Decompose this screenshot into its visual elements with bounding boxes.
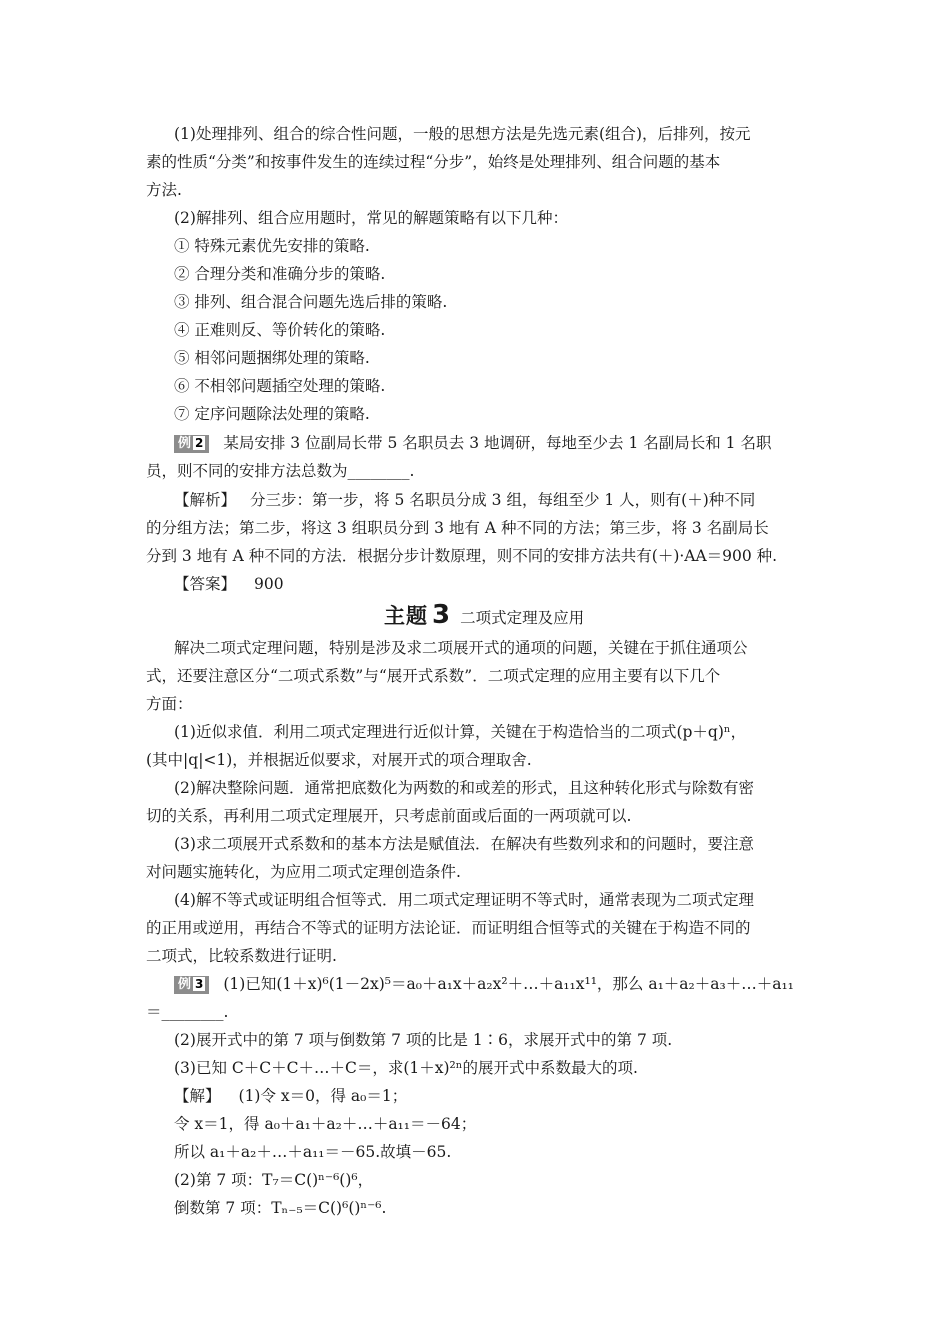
text-line: (3)求二项展开式系数和的基本方法是赋值法．在解决有些数列求和的问题时，要注意 [174, 835, 754, 853]
example-2-question-cont: 员，则不同的安排方法总数为________. [146, 462, 415, 480]
example-badge: 例 3 [174, 976, 209, 994]
strategy-item: ④ 正难则反、等价转化的策略. [174, 321, 386, 339]
example-3-question-cont: ＝________. [146, 1003, 229, 1021]
text-line: 素的性质“分类”和按事件发生的连续过程“分步”，始终是处理排列、组合问题的基本 [146, 153, 721, 171]
solution-line: 所以 a₁＋a₂＋…＋a₁₁＝－65.故填－65. [174, 1143, 452, 1161]
text-line: (1)近似求值．利用二项式定理进行近似计算，关键在于构造恰当的二项式(p＋q)ⁿ， [174, 723, 747, 741]
text-line: 对问题实施转化，为应用二项式定理创造条件. [146, 863, 461, 881]
solution-line: 令 x＝1，得 a₀＋a₁＋a₂＋…＋a₁₁＝－64； [174, 1115, 477, 1133]
analysis-label: 【解析】 [174, 491, 237, 509]
example-badge: 例 2 [174, 435, 209, 453]
strategy-item: ③ 排列、组合混合问题先选后排的策略. [174, 293, 448, 311]
solution-line: 倒数第 7 项：Tₙ₋₅＝C()⁶()ⁿ⁻⁶. [174, 1199, 387, 1217]
topic-heading: 主题 3 二项式定理及应用 [384, 600, 585, 630]
answer-line [174, 574, 284, 594]
text-line: 方面： [146, 695, 193, 713]
analysis-line: 【解析】 分三步：第一步，将 5 名职员分成 3 组，每组至少 1 人，则有(＋)种不同 [174, 491, 756, 509]
text-line: 二项式，比较系数进行证明. [146, 947, 337, 965]
example-3-question: 例 3 (1)已知(1＋x)⁶(1－2x)⁵＝a₀＋a₁x＋a₂x²＋…＋a₁₁x¹¹，那么 a₁＋a₂＋a₃＋…＋a₁₁ [174, 974, 794, 994]
text-line: (2)解决整除问题．通常把底数化为两数的和或差的形式，且这种转化形式与除数有密 [174, 779, 754, 797]
text-line: 方法. [146, 181, 182, 199]
answer-value: 900 [254, 575, 284, 593]
text-line: 切的关系，再利用二项式定理展开，只考虑前面或后面的一两项就可以. [146, 807, 632, 825]
text-line: (其中|q|<1)，并根据近似要求，对展开式的项合理取舍. [146, 751, 532, 769]
strategy-item: ② 合理分类和准确分步的策略. [174, 265, 386, 283]
strategy-item: ⑤ 相邻问题捆绑处理的策略. [174, 349, 370, 367]
solution-label: 【解】 [174, 1087, 221, 1105]
text-line: 式，还要注意区分“二项式系数”与“展开式系数”．二项式定理的应用主要有以下几个 [146, 667, 721, 685]
text-line: 的正用或逆用，再结合不等式的证明方法论证．而证明组合恒等式的关键在于构造不同的 [146, 919, 751, 937]
text-line: 解决二项式定理问题，特别是涉及求二项展开式的通项的问题，关键在于抓住通项公 [174, 639, 748, 657]
text-line: (1)处理排列、组合的综合性问题，一般的思想方法是先选元素(组合)，后排列，按元 [174, 125, 751, 143]
strategy-item: ① 特殊元素优先安排的策略. [174, 237, 370, 255]
analysis-line: 的分组方法；第二步，将这 3 组职员分到 3 地有 A 种不同的方法；第三步，将 3 名副局长 [146, 519, 769, 537]
analysis-line: 分到 3 地有 A 种不同的方法．根据分步计数原理，则不同的安排方法共有(＋)·AA＝900 种. [146, 547, 778, 565]
example-3-question: (2)展开式中的第 7 项与倒数第 7 项的比是 1∶6，求展开式中的第 7 项. [174, 1031, 673, 1049]
example-3-question: (3)已知 C＋C＋C＋…＋C＝，求(1＋x)²ⁿ的展开式中系数最大的项. [174, 1059, 638, 1077]
strategy-item: ⑦ 定序问题除法处理的策略. [174, 405, 370, 423]
text-line: (2)解排列、组合应用题时，常见的解题策略有以下几种： [174, 209, 568, 227]
answer-label: 【答案】 [174, 575, 237, 593]
strategy-item: ⑥ 不相邻问题插空处理的策略. [174, 377, 386, 395]
solution-line: (2)第 7 项：T₇＝C()ⁿ⁻⁶()⁶， [174, 1171, 374, 1189]
solution-line: 【解】 (1)令 x＝0，得 a₀＝1； [174, 1087, 408, 1105]
text-line: (4)解不等式或证明组合恒等式．用二项式定理证明不等式时，通常表现为二项式定理 [174, 891, 754, 909]
example-2-question: 例 2 某局安排 3 位副局长带 5 名职员去 3 地调研，每地至少去 1 名副局长和 1 名职 [174, 433, 771, 453]
